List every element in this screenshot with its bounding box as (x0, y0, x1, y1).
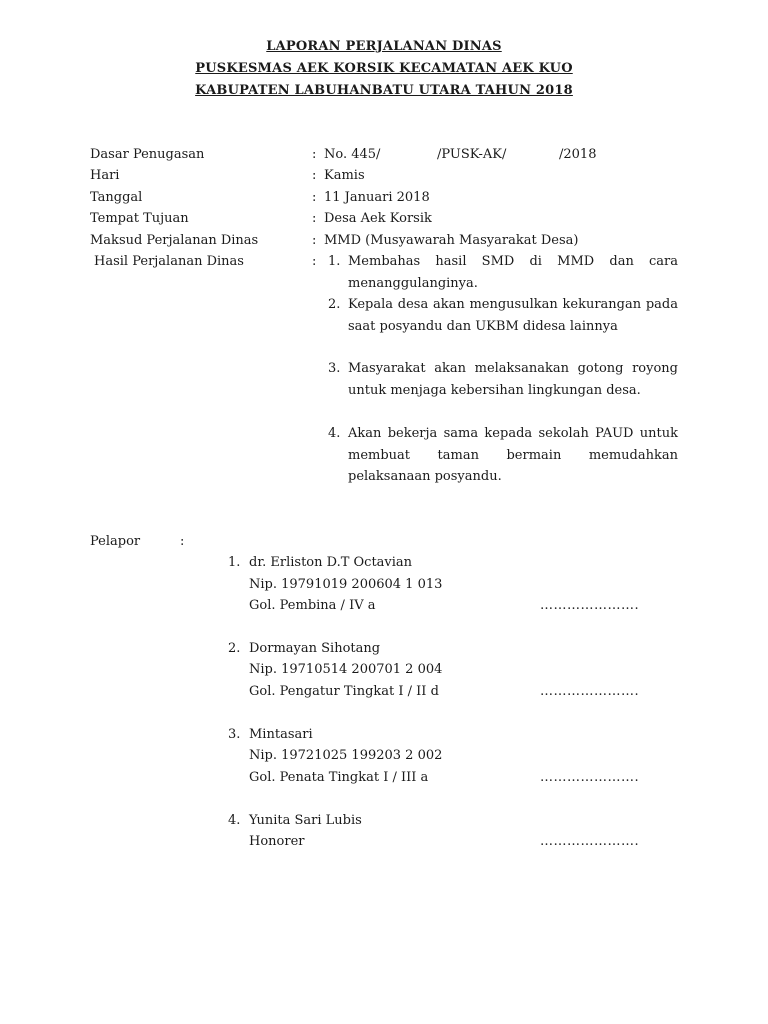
pelapor-3-gol: Gol. Penata Tingkat I / III a (249, 770, 429, 785)
dasar-part-2: /PUSK-AK/ (437, 147, 507, 162)
dasar-part-3: /2018 (559, 147, 597, 162)
maksud-value: MMD (Musyawarah Masyarakat Desa) (324, 233, 579, 248)
pelapor-2-gol: Gol. Pengatur Tingkat I / II d (249, 684, 439, 699)
pelapor-4-status: Honorer (249, 834, 305, 849)
hari-label: Hari (90, 168, 120, 183)
maksud-label: Maksud Perjalanan Dinas (90, 233, 259, 248)
pelapor-3-name: Mintasari (249, 727, 313, 742)
pelapor-1-name: dr. Erliston D.T Octavian (249, 555, 413, 570)
tempat-value: Desa Aek Korsik (324, 211, 432, 226)
dasar-label: Dasar Penugasan (90, 147, 205, 162)
pelapor-4-signature-line: …………………. (540, 834, 640, 849)
hasil-item-2-text: Kepala desa akan mengusulkan kekurangan pada saat posyandu dan UKBM didesa lainnya (348, 297, 678, 334)
hasil-colon: : (312, 254, 317, 269)
tanggal-value: 11 Januari 2018 (324, 190, 430, 205)
title-line-2: PUSKESMAS AEK KORSIK KECAMATAN AEK KUO (195, 61, 573, 76)
tanggal-label: Tanggal (90, 190, 143, 205)
pelapor-3-nip: Nip. 19721025 199203 2 002 (249, 748, 443, 763)
pelapor-2-number: 2. (228, 641, 241, 656)
hasil-item-4-number: 4. (328, 426, 341, 441)
hasil-item-1-number: 1. (328, 254, 341, 269)
hari-colon: : (312, 168, 317, 183)
pelapor-3-number: 3. (228, 727, 241, 742)
pelapor-1-nip: Nip. 19791019 200604 1 013 (249, 577, 443, 592)
pelapor-1-number: 1. (228, 555, 241, 570)
title-line-1: LAPORAN PERJALANAN DINAS (266, 39, 502, 54)
pelapor-2-signature-line: …………………. (540, 684, 640, 699)
hasil-item-3-number: 3. (328, 361, 341, 376)
pelapor-label: Pelapor (90, 534, 141, 549)
hasil-item-2-number: 2. (328, 297, 341, 312)
hasil-item-3-text: Masyarakat akan melaksanakan gotong royong untuk menjaga kebersihan lingkungan desa. (348, 361, 678, 398)
pelapor-4-number: 4. (228, 813, 241, 828)
pelapor-1-gol: Gol. Pembina / IV a (249, 598, 376, 613)
pelapor-2-nip: Nip. 19710514 200701 2 004 (249, 662, 443, 677)
hari-value: Kamis (324, 168, 365, 183)
tanggal-colon: : (312, 190, 317, 205)
title-line-3: KABUPATEN LABUHANBATU UTARA TAHUN 2018 (195, 83, 573, 98)
tempat-label: Tempat Tujuan (90, 211, 189, 226)
maksud-colon: : (312, 233, 317, 248)
pelapor-2-name: Dormayan Sihotang (249, 641, 381, 656)
hasil-label: Hasil Perjalanan Dinas (94, 254, 244, 269)
pelapor-colon: : (180, 534, 185, 549)
dasar-colon: : (312, 147, 317, 162)
hasil-item-1-text: Membahas hasil SMD di MMD dan cara menanggulanginya. (348, 254, 678, 291)
pelapor-3-signature-line: …………………. (540, 770, 640, 785)
tempat-colon: : (312, 211, 317, 226)
pelapor-4-name: Yunita Sari Lubis (249, 813, 362, 828)
hasil-item-4-text: Akan bekerja sama kepada sekolah PAUD untuk membuat taman bermain memudahkan pelaksanaan posyandu. (348, 426, 678, 484)
pelapor-1-signature-line: …………………. (540, 598, 640, 613)
dasar-part-1: No. 445/ (324, 147, 381, 162)
